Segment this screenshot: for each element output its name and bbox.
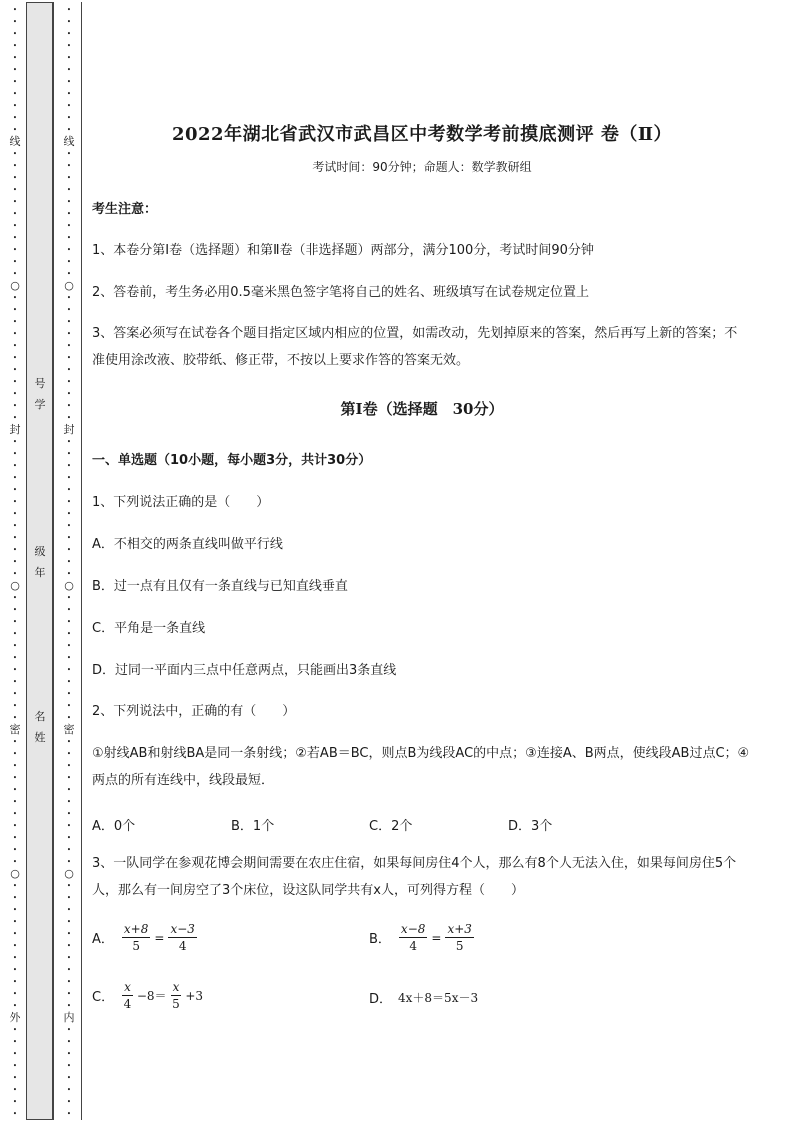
margin-dot: • <box>12 642 18 650</box>
fraction <box>168 922 196 953</box>
margin-marker: 密 <box>63 723 75 736</box>
margin-marker: ○ <box>10 279 20 292</box>
margin-dot: • <box>66 222 72 230</box>
margin-dot: • <box>12 318 18 326</box>
margin-dot: • <box>12 522 18 530</box>
question-option: D．3个 <box>508 819 553 834</box>
margin-dot: • <box>66 330 72 338</box>
margin-dot: • <box>12 1026 18 1034</box>
margin-dot: • <box>66 798 72 806</box>
margin-dot: • <box>12 30 18 38</box>
margin-dot: • <box>66 894 72 902</box>
margin-dot: • <box>66 738 72 746</box>
numerator: x+8 <box>123 922 149 936</box>
equation-option-c <box>92 980 205 1011</box>
margin-dot: • <box>12 342 18 350</box>
margin-dot: • <box>12 606 18 614</box>
margin-dot: • <box>66 114 72 122</box>
margin-dot: • <box>66 1074 72 1082</box>
margin-dot: • <box>66 498 72 506</box>
margin-dot: • <box>66 414 72 422</box>
margin-dot: • <box>12 18 18 26</box>
fraction <box>171 980 182 1011</box>
margin-dot: • <box>66 822 72 830</box>
margin-dot: • <box>66 666 72 674</box>
margin-dot: • <box>66 174 72 182</box>
margin-dot: • <box>12 630 18 638</box>
margin-dot: • <box>66 162 72 170</box>
margin-dot: • <box>66 234 72 242</box>
margin-dot: • <box>12 150 18 158</box>
margin-dot: • <box>12 354 18 362</box>
margin-dot: • <box>12 690 18 698</box>
margin-dot: • <box>66 810 72 818</box>
question-stem: 1、下列说法正确的是（ ） <box>92 495 270 510</box>
margin-dot: • <box>66 258 72 266</box>
margin-dot: • <box>66 882 72 890</box>
margin-dot: • <box>66 1002 72 1010</box>
margin-dot: • <box>12 930 18 938</box>
margin-dot: • <box>12 654 18 662</box>
option-label: D． <box>369 992 393 1007</box>
margin-dot: • <box>66 642 72 650</box>
margin-dot: • <box>66 366 72 374</box>
margin-dot: • <box>12 978 18 986</box>
margin-marker: ○ <box>10 579 20 592</box>
margin-dot: • <box>12 1062 18 1070</box>
denominator: 5 <box>132 939 140 953</box>
margin-dot: • <box>66 846 72 854</box>
margin-dot: • <box>66 18 72 26</box>
margin-dot: • <box>12 570 18 578</box>
margin-dot: • <box>12 270 18 278</box>
margin-dot: • <box>12 474 18 482</box>
margin-dot: • <box>66 210 72 218</box>
margin-rule <box>81 2 82 1120</box>
question-option: A．不相交的两条直线叫做平行线 <box>92 537 283 552</box>
margin-dot: • <box>12 1074 18 1082</box>
option-label: A． <box>92 932 114 947</box>
margin-dot: • <box>12 1110 18 1118</box>
page-subtitle: 考试时间：90分钟；命题人：数学教研组 <box>312 160 532 174</box>
question-body: ①射线AB和射线BA是同一条射线；②若AB＝BC，则点B为线段AC的中点；③连接A、B两点，使线段AB过点C；④两点的所有连线中，线段最短． <box>92 746 750 788</box>
margin-dot: • <box>12 330 18 338</box>
margin-marker: 内 <box>63 1011 75 1024</box>
margin-dot: • <box>12 102 18 110</box>
field-label: 年 <box>34 566 46 579</box>
margin-dot: • <box>66 534 72 542</box>
margin-dot: • <box>12 1002 18 1010</box>
margin-dot: • <box>66 1050 72 1058</box>
margin-dot: • <box>12 306 18 314</box>
margin-marker: 密 <box>9 723 21 736</box>
margin-dot: • <box>12 510 18 518</box>
margin-dot: • <box>12 414 18 422</box>
question-option: D．过同一平面内三点中任意两点，只能画出3条直线 <box>92 663 397 678</box>
margin-dot: • <box>66 150 72 158</box>
margin-dot: • <box>12 942 18 950</box>
margin-dot: • <box>12 378 18 386</box>
margin-dot: • <box>66 378 72 386</box>
margin-dot: • <box>66 594 72 602</box>
margin-dot: • <box>66 654 72 662</box>
margin-dot: • <box>66 966 72 974</box>
equals-sign: = <box>154 930 165 945</box>
margin-dot: • <box>12 702 18 710</box>
margin-dot: • <box>66 1062 72 1070</box>
field-label: 号 <box>34 377 46 390</box>
margin-dot: • <box>12 738 18 746</box>
margin-dot: • <box>12 774 18 782</box>
margin-dot: • <box>12 906 18 914</box>
margin-dot: • <box>66 186 72 194</box>
margin-marker: ○ <box>64 867 74 880</box>
margin-dot: • <box>12 174 18 182</box>
margin-dot: • <box>66 66 72 74</box>
margin-marker: ○ <box>64 579 74 592</box>
margin-dot: • <box>66 1026 72 1034</box>
equation-middle: −8＝ <box>136 989 167 1003</box>
equation-tail: +3 <box>185 988 204 1003</box>
margin-dot: • <box>66 438 72 446</box>
margin-dot: • <box>66 42 72 50</box>
margin-dot: • <box>66 618 72 626</box>
equation-option-b <box>369 922 476 953</box>
margin-dot: • <box>66 678 72 686</box>
margin-dot: • <box>66 1086 72 1094</box>
margin-dot: • <box>12 246 18 254</box>
binding-margin-inner <box>62 4 76 1120</box>
margin-dot: • <box>12 6 18 14</box>
margin-dot: • <box>12 966 18 974</box>
margin-dot: • <box>66 390 72 398</box>
margin-dot: • <box>66 786 72 794</box>
margin-dot: • <box>66 126 72 134</box>
margin-dot: • <box>66 1110 72 1118</box>
strip-border-right <box>53 2 54 1120</box>
margin-dot: • <box>12 954 18 962</box>
margin-dot: • <box>66 6 72 14</box>
margin-dot: • <box>66 954 72 962</box>
margin-dot: • <box>12 678 18 686</box>
margin-dot: • <box>66 774 72 782</box>
margin-dot: • <box>12 534 18 542</box>
field-label: 学 <box>34 398 46 411</box>
notice-item: 1、本卷分第Ⅰ卷（选择题）和第Ⅱ卷（非选择题）两部分，满分100分，考试时间90分钟 <box>92 243 594 258</box>
notice-item: 2、答卷前，考生务必用0.5毫米黑色签字笔将自己的姓名、班级填写在试卷规定位置上 <box>92 285 589 300</box>
margin-dot: • <box>66 762 72 770</box>
margin-dot: • <box>12 894 18 902</box>
margin-dot: • <box>12 666 18 674</box>
margin-dot: • <box>12 66 18 74</box>
margin-dot: • <box>12 558 18 566</box>
margin-dot: • <box>12 810 18 818</box>
numerator: x−8 <box>400 922 426 936</box>
margin-dot: • <box>66 90 72 98</box>
margin-dot: • <box>12 846 18 854</box>
margin-dot: • <box>66 486 72 494</box>
margin-dot: • <box>12 714 18 722</box>
question-option: B．1个 <box>231 819 275 834</box>
margin-dot: • <box>12 618 18 626</box>
margin-dot: • <box>12 798 18 806</box>
margin-dot: • <box>12 54 18 62</box>
margin-dot: • <box>66 54 72 62</box>
margin-dot: • <box>66 930 72 938</box>
margin-dot: • <box>12 390 18 398</box>
margin-marker: 封 <box>9 423 21 436</box>
margin-dot: • <box>66 978 72 986</box>
margin-dot: • <box>12 198 18 206</box>
denominator: 5 <box>172 997 180 1011</box>
binding-margin-outer <box>8 4 22 1120</box>
margin-dot: • <box>66 558 72 566</box>
margin-dot: • <box>66 834 72 842</box>
numerator: x+3 <box>447 922 472 936</box>
margin-dot: • <box>66 462 72 470</box>
numerator: x <box>172 980 180 994</box>
margin-dot: • <box>12 750 18 758</box>
margin-dot: • <box>12 990 18 998</box>
margin-dot: • <box>12 486 18 494</box>
margin-dot: • <box>12 822 18 830</box>
margin-dot: • <box>12 90 18 98</box>
margin-marker: ○ <box>10 867 20 880</box>
fraction <box>445 922 473 953</box>
question-option: C．2个 <box>369 819 413 834</box>
margin-dot: • <box>12 834 18 842</box>
margin-marker: 线 <box>63 135 75 148</box>
part-heading: 一、单选题（10小题，每小题3分，共计30分） <box>92 453 372 468</box>
margin-dot: • <box>12 1086 18 1094</box>
margin-dot: • <box>12 594 18 602</box>
question-option: A．0个 <box>92 819 136 834</box>
margin-dot: • <box>66 342 72 350</box>
margin-dot: • <box>66 714 72 722</box>
notice-item: 3、答案必须写在试卷各个题目指定区域内相应的位置，如需改动，先划掉原来的答案，然后再写上新的答案；不准使用涂改液、胶带纸、修正带，不按以上要求作答的答案无效。 <box>92 326 738 368</box>
margin-dot: • <box>12 462 18 470</box>
margin-dot: • <box>12 438 18 446</box>
question-stem: 2、下列说法中，正确的有（ ） <box>92 704 296 719</box>
margin-dot: • <box>66 306 72 314</box>
denominator: 5 <box>455 939 464 953</box>
margin-dot: • <box>66 270 72 278</box>
margin-dot: • <box>66 702 72 710</box>
margin-dot: • <box>12 114 18 122</box>
margin-dot: • <box>12 126 18 134</box>
margin-dot: • <box>66 1098 72 1106</box>
denominator: 4 <box>178 939 187 953</box>
margin-dot: • <box>12 402 18 410</box>
margin-dot: • <box>12 210 18 218</box>
margin-dot: • <box>12 234 18 242</box>
field-label: 姓 <box>34 731 46 744</box>
page-title: 2022年湖北省武汉市武昌区中考数学考前摸底测评 卷（Ⅱ） <box>171 124 673 145</box>
numerator: x <box>124 980 131 994</box>
margin-dot: • <box>12 858 18 866</box>
margin-dot: • <box>66 906 72 914</box>
strip-border-left <box>26 2 27 1120</box>
margin-dot: • <box>66 510 72 518</box>
fraction <box>122 922 150 953</box>
numerator: x−3 <box>170 922 195 936</box>
fraction <box>399 922 427 953</box>
margin-dot: • <box>66 30 72 38</box>
equation-text: 4x＋8＝5x－3 <box>398 991 479 1005</box>
notice-heading: 考生注意： <box>92 202 158 217</box>
margin-dot: • <box>66 78 72 86</box>
margin-marker: ○ <box>64 279 74 292</box>
margin-dot: • <box>12 366 18 374</box>
field-label: 级 <box>34 545 46 558</box>
equation-option-a <box>92 922 199 953</box>
margin-dot: • <box>12 498 18 506</box>
margin-dot: • <box>66 402 72 410</box>
margin-dot: • <box>66 570 72 578</box>
margin-dot: • <box>66 546 72 554</box>
fraction <box>122 980 133 1011</box>
margin-marker: 外 <box>9 1011 21 1024</box>
margin-dot: • <box>66 990 72 998</box>
margin-dot: • <box>12 258 18 266</box>
margin-dot: • <box>12 42 18 50</box>
denominator: 4 <box>409 939 417 953</box>
margin-dot: • <box>66 630 72 638</box>
margin-dot: • <box>12 1038 18 1046</box>
margin-dot: • <box>12 294 18 302</box>
question-stem: 3、一队同学在参观花博会期间需要在农庄住宿，如果每间房住4个人，那么有8个人无法入住，如果每间房住5个人，那么有一间房空了3个床位，设这队同学共有x人，可列得方程（ ） <box>92 856 737 898</box>
margin-marker: 封 <box>63 423 75 436</box>
option-label: B． <box>369 932 391 947</box>
equation-option-d <box>369 988 478 1007</box>
margin-dot: • <box>12 78 18 86</box>
margin-dot: • <box>12 762 18 770</box>
margin-dot: • <box>66 918 72 926</box>
margin-dot: • <box>66 858 72 866</box>
margin-dot: • <box>66 294 72 302</box>
margin-dot: • <box>66 1038 72 1046</box>
margin-dot: • <box>12 1098 18 1106</box>
margin-dot: • <box>66 522 72 530</box>
margin-dot: • <box>12 186 18 194</box>
margin-dot: • <box>66 942 72 950</box>
margin-dot: • <box>66 474 72 482</box>
margin-dot: • <box>66 246 72 254</box>
margin-dot: • <box>12 918 18 926</box>
margin-dot: • <box>66 750 72 758</box>
margin-dot: • <box>66 690 72 698</box>
margin-dot: • <box>66 102 72 110</box>
equals-sign: = <box>431 930 442 945</box>
margin-marker: 线 <box>9 135 21 148</box>
field-label: 名 <box>34 710 46 723</box>
margin-dot: • <box>12 882 18 890</box>
question-option: C．平角是一条直线 <box>92 621 206 636</box>
denominator: 4 <box>123 997 132 1011</box>
margin-dot: • <box>12 450 18 458</box>
margin-dot: • <box>66 354 72 362</box>
margin-dot: • <box>66 198 72 206</box>
question-option: B．过一点有且仅有一条直线与已知直线垂直 <box>92 579 348 594</box>
margin-dot: • <box>66 318 72 326</box>
margin-dot: • <box>12 162 18 170</box>
option-label: C． <box>92 990 115 1005</box>
margin-dot: • <box>12 222 18 230</box>
margin-dot: • <box>66 450 72 458</box>
section-title: 第Ⅰ卷（选择题 30分） <box>340 400 504 418</box>
margin-dot: • <box>66 606 72 614</box>
margin-dot: • <box>12 546 18 554</box>
margin-dot: • <box>12 786 18 794</box>
margin-dot: • <box>12 1050 18 1058</box>
